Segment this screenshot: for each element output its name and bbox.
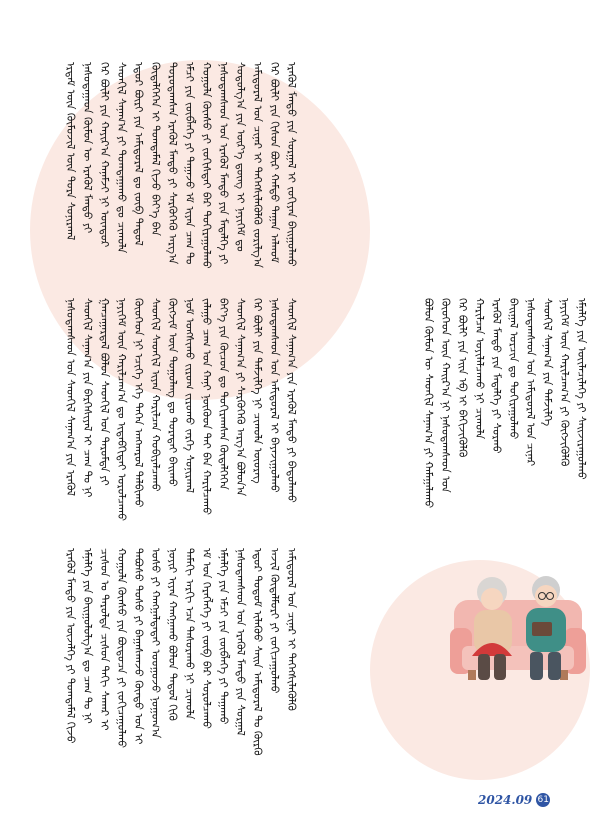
- text-line: ᠡᠷᠡᠭᠦᠯ ᠮᠡᠨᠳᠦ ᠶᠢᠨ ᠦᠵᠡᠯᠭᠡ ᠶᠢ ᠲᠣᠭᠲᠠᠮᠠᠯ ᠬᠢᠵᠦ: [64, 548, 77, 744]
- text-line: ᠡᠷᠡᠭᠦᠯ ᠮᠡᠨᠳᠦ ᠶᠢᠨ ᠮᠡᠳᠡᠯᠭᠡ ᠶᠢ ᠰᠤᠷᠬᠤ: [490, 298, 503, 454]
- text-column-1: [62, 62, 300, 272]
- text-line: ᠰᠡᠳᠬᠢᠯ ᠰᠠᠨᠠᠭ᠎ᠠ ᠶᠢ ᠲᠣᠭᠲᠠᠭᠠᠬᠤ ᠳᠤ ᠴᠢᠬᠤᠯᠠ: [115, 62, 128, 254]
- text-line: ᠨᠠᠰᠤᠳᠠᠭᠰᠠᠳ ᠤᠨ ᠡᠷᠡᠭᠦᠯ ᠮᠡᠨᠳᠦ ᠶᠢᠨ ᠰᠤᠷᠭᠠᠯ: [234, 548, 247, 736]
- text-line: ᠰᠡᠳᠬᠢᠯ ᠰᠠᠨᠠᠭ᠎ᠠ ᠶᠢᠨ ᠳᠡᠮᠵᠢᠯᠭᠡ: [541, 298, 554, 427]
- text-column-3: [62, 548, 300, 760]
- text-line: ᠨᠣᠮ ᠤᠩᠰᠢᠬᠤ ᠵᠢᠷᠤᠭ ᠵᠢᠷᠤᠬᠤ ᠵᠡᠷᠭᠡ ᠰᠣᠨᠢᠷᠬᠠᠯ: [183, 298, 196, 493]
- text-line: ᠡᠳᠦᠷ ᠪᠦᠷᠢ ᠶᠢᠨ ᠠᠮᠢᠳᠤᠷᠠᠯ ᠳᠤ ᠵᠥᠪ ᠳᠠᠳᠤᠯ: [132, 62, 145, 246]
- text-line: ᠬᠥᠳᠡᠯᠭᠡᠭᠡᠨ ᠢ ᠲᠣᠭᠲᠠᠮᠠᠯ ᠬᠢᠵᠦ ᠪᠡᠶ᠎ᠡ ᠪᠡᠨ: [149, 62, 162, 236]
- text-line: ᠡᠷᠳᠡᠮ ᠦᠨ ᠬᠦᠮᠦᠵᠢᠯ ᠦᠨ ᠳᠤᠷᠠ ᠰᠤᠨᠢᠷᠬᠠᠯ: [64, 62, 77, 241]
- text-line: ᠠᠮᠢᠳᠤᠷᠠᠯ ᠤᠨ ᠴᠢᠨᠠᠷ ᠢ ᠳᠡᠭᠡᠭᠰᠢᠯᠡᠭᠦᠯᠬᠦ ᠵᠣᠷᠢᠯᠭ᠎ᠠ: [251, 62, 264, 268]
- text-line: ᠠᠮᠢᠳᠤᠷᠠᠯ ᠤᠨ ᠴᠢᠨᠠᠷ ᠢ ᠳᠡᠭᠡᠭᠰᠢᠯᠡᠭᠦᠯᠬᠦ: [285, 548, 298, 711]
- text-line: ᠡᠮᠨᠡᠯᠭᠡ ᠶᠢᠨ ᠪᠠᠢᠭᠤᠯᠤᠯᠭ᠎ᠠ ᠳᠤ ᠴᠠᠭ ᠲᠤ ᠨᠢ: [81, 548, 94, 724]
- text-line: ᠪᠡᠶ᠎ᠡ ᠶᠢᠨ ᠬᠦᠴᠦᠨ ᠳᠤ ᠲᠣᠬᠢᠷᠠᠭᠰᠠᠨ ᠬᠥᠳᠡᠯᠭᠡᠭᠡᠨ: [217, 298, 230, 490]
- text-line: ᠳᠣᠷᠤᠳᠠᠭᠰᠠᠨ ᠡᠷᠡᠭᠦᠯ ᠮᠡᠨᠳᠦ ᠶᠢ ᠰᠡᠷᠭᠦᠭᠡᠬᠦ ᠠᠷᠭ᠎ᠠ: [166, 62, 179, 265]
- text-line: ᠨᠠᠰᠤᠳᠠᠭᠰᠠᠳ ᠤᠨ ᠰᠡᠳᠬᠢᠯ ᠰᠠᠨᠠᠭ᠎ᠠ ᠶᠢᠨ ᠡᠷᠡᠭᠦᠯ: [64, 298, 77, 497]
- text-column-4: [420, 298, 590, 516]
- text-line: ᠪᠠᠢᠭᠠᠯ ᠣᠷᠴᠢᠨ ᠳᠤ ᠲᠣᠬᠢᠷᠠᠭᠤᠯᠬᠤ: [507, 298, 520, 440]
- page-number-badge: 61: [537, 795, 549, 805]
- text-line: ᠬᠦᠦᠬᠡᠳ ᠨᠢ ᠡᠴᠢᠭᠡ ᠡᠬᠡ ᠳᠡᠭᠡᠨ ᠠᠩᠬᠠᠷᠤᠯ ᠲᠠᠯᠪᠢᠬᠤ: [132, 298, 145, 508]
- text-line: ᠬᠦᠦᠬᠡᠳ ᠦᠨ ᠬᠠᠢᠷ᠎ᠠ ᠨᠢ ᠨᠠᠰᠤᠳᠠᠭᠰᠠᠳ ᠤᠨ: [439, 298, 452, 493]
- elderly-couple-on-sofa-icon: [448, 560, 588, 695]
- text-line: ᠰᠡᠳᠬᠢᠯ ᠰᠠᠨᠠᠭ᠎ᠠ ᠶᠢᠨ ᠪᠡᠷᠬᠡᠰᠢᠶᠡᠯ ᠢ ᠴᠠᠭ ᠲᠤ ᠨᠢ: [81, 298, 94, 498]
- text-line: ᠰᠡᠳᠬᠢᠯ ᠰᠡᠳᠬᠢᠯ ᠢᠶᠡᠨ ᠬᠠᠷᠢᠯᠴᠠᠨ ᠬᠤᠪᠢᠶᠠᠯᠴᠠᠬᠤ: [149, 298, 162, 492]
- text-line: ᠭᠠᠨᠴᠠᠭᠠᠷᠳᠠᠯ ᠪᠣᠯᠤᠨ ᠰᠡᠳᠬᠢᠯ ᠤᠨ ᠳᠠᠷᠤᠮᠲᠠ ᠶᠢ: [98, 298, 111, 486]
- text-line: ᠰᠡᠳᠬᠢᠯ ᠰᠠᠨᠠᠭ᠎ᠠ ᠶᠢ ᠰᠡᠷᠭᠦᠭᠡᠬᠦ ᠠᠷᠭ᠎ᠠ ᠪᠣᠯᠤᠨ᠎ᠠ: [234, 298, 247, 497]
- text-line: ᠨᠡᠶᠢᠭᠡᠮ ᠦᠨ ᠬᠠᠷᠢᠯᠴᠠᠭ᠎ᠠ ᠳᠤ ᠢᠳᠡᠪᠬᠢᠲᠡᠢ ᠣᠷᠣᠯᠴᠠᠬᠤ: [115, 298, 128, 522]
- text-column-2: [62, 298, 300, 522]
- issue-date: 2024.09: [478, 793, 533, 807]
- text-line: ᠬᠥᠭᠵᠢᠮ ᠦᠨ ᠳᠣᠭᠤᠯᠠᠩ ᠳᠤ ᠳᠤᠷᠠᠲᠠᠢ ᠪᠠᠢᠬᠤ: [166, 298, 179, 487]
- text-line: ᠤᠰᠤ ᠶᠢ ᠬᠠᠩᠭᠠᠯᠲᠠᠲᠠᠢ ᠤᠤᠭᠤᠵᠤ ᠨᠣᠭᠣᠭ᠎ᠠ: [149, 548, 162, 739]
- text-line: ᠨᠠᠰᠤᠳᠠᠭᠰᠠᠳ ᠤᠨ ᠠᠮᠢᠳᠤᠷᠠᠯ ᠤᠨ ᠴᠢᠨᠠᠷ: [524, 298, 537, 467]
- text-line: ᠬᠣᠭᠣᠯᠠ ᠬᠦᠨᠰᠦ ᠶᠢ ᠵᠣᠬᠢᠰᠲᠠᠢ ᠪᠡᠷ ᠲᠣᠬᠢᠷᠠᠭᠤᠯᠬᠤ: [200, 62, 213, 269]
- text-line: ᠡᠮᠴᠢ ᠶᠢᠨ ᠵᠥᠪᠯᠡᠭᠡ ᠶᠢ ᠳᠠᠭᠠᠵᠤ ᠡᠮ ᠢᠶᠡᠨ ᠴᠠᠭ ᠲᠤ: [183, 62, 196, 265]
- text-line: ᠡᠳᠦᠷ ᠲᠤᠲᠤᠮ ᠢᠯᠡᠭᠦᠦ ᠰᠠᠢᠨ ᠠᠮᠢᠳᠤᠷᠠᠯ ᠲᠤ ᠬᠦᠷᠬᠦ: [251, 548, 264, 756]
- text-line: ᠬᠣᠭᠣᠯᠠ ᠬᠦᠨᠰᠦ ᠶᠢᠨ ᠪᠦᠲᠦᠴᠡ ᠶᠢ ᠵᠣᠬᠢᠴᠠᠭᠤᠯᠬᠤ: [115, 548, 128, 748]
- text-line: ᠵᠠᠯᠠᠭᠤ ᠴᠠᠭ ᠤᠨ ᠬᠠᠨᠢ ᠨᠥᠬᠦᠳ ᠲᠡᠢ ᠪᠠᠨ ᠬᠠᠷᠢᠯᠴᠠᠬᠤ: [200, 298, 213, 515]
- text-line: ᠨᠠᠰᠤᠳᠠᠭᠠᠳ ᠬᠦᠮᠦᠨ ᠦ ᠡᠷᠡᠭᠦᠯ ᠮᠡᠨᠳᠦ ᠶᠢ: [81, 62, 94, 234]
- text-line: ᠨᠠᠰᠤᠳᠠᠭᠰᠠᠳ ᠤᠨ ᠡᠷᠡᠭᠦᠯ ᠮᠡᠨᠳᠦ ᠶᠢᠨ ᠮᠡᠳᠡᠯᠭᠡ ᠶᠢ: [217, 62, 230, 265]
- text-line: ᠨᠣᠶᠢᠷ ᠢᠶᠠᠨ ᠬᠠᠩᠭᠠᠬᠤ ᠪᠣᠯᠤᠨ ᠳᠠᠳᠤᠯ ᠬᠢᠬᠦ: [166, 548, 179, 721]
- page-footer: [478, 793, 550, 807]
- text-line: ᠲᠠᠮᠠᠬᠢ ᠠᠷᠬᠢ ᠡᠴᠡ ᠲᠠᠰᠤᠷᠠᠬᠤ ᠨᠢ ᠴᠢᠬᠤᠯᠠ: [183, 548, 196, 720]
- text-line: ᠡᠮ ᠤᠨ ᠬᠡᠷᠡᠭᠯᠡᠭᠡ ᠶᠢ ᠵᠥᠪ ᠪᠡᠷ ᠰᠤᠷᠤᠯᠴᠠᠬᠤ: [200, 548, 213, 729]
- text-line: ᠭᠡᠷ ᠪᠦᠯᠢ ᠶᠢᠨ ᠳᠡᠮᠵᠢᠯᠭᠡ ᠨᠢ ᠴᠢᠬᠤᠯᠠ ᠦᠦᠷᠡᠭ: [251, 298, 264, 484]
- text-line: ᠡᠮᠨᠡᠯᠭᠡ ᠶᠢᠨ ᠡᠮᠴᠢ ᠶᠢᠨ ᠵᠥᠪᠯᠡᠭᠡ ᠶᠢ ᠳᠠᠭᠠᠬᠤ: [217, 548, 230, 725]
- text-line: ᠴᠢᠰᠤᠨ ᠤ ᠳᠠᠷᠤᠯᠲᠠ ᠴᠢᠰᠤᠨ ᠳᠡᠬᠢ ᠰᠠᠬᠠᠷ ᠢ: [98, 548, 111, 731]
- text-line: ᠬᠠᠷᠢᠯᠴᠠᠨ ᠣᠶᠢᠯᠠᠯᠴᠠᠬᠤ ᠨᠢ ᠴᠢᠬᠤᠯᠠ: [473, 298, 486, 440]
- text-line: ᠨᠡᠶᠢᠭᠡᠮ ᠦᠨ ᠬᠠᠷᠢᠯᠴᠠᠭ᠎ᠠ ᠶᠢ ᠬᠥᠭᠵᠢᠭᠦᠯᠬᠦ: [558, 298, 571, 467]
- text-line: ᠠᠵᠢᠯ ᠬᠥᠳᠡᠯᠮᠦᠷᠢ ᠶᠢ ᠵᠣᠬᠢᠴᠠᠭᠤᠯᠬᠤ: [268, 548, 281, 694]
- text-line: ᠰᠡᠳᠬᠢᠯ ᠰᠠᠨᠠᠭ᠎ᠠ ᠶᠢᠨ ᠡᠷᠡᠭᠦᠯ ᠮᠡᠨᠳᠦ ᠶᠢ ᠪᠠᠲᠤᠯᠠᠬᠤ: [285, 298, 298, 503]
- text-line: ᠭᠡᠷ ᠪᠦᠯᠢ ᠶᠢᠨ ᠬᠠᠶᠢᠷ᠎ᠠ ᠬᠠᠨᠠᠮᠵᠢ ᠨᠢ ᠥᠨᠳᠥᠷ: [98, 62, 111, 248]
- text-line: ᠳᠠᠪᠤᠰᠤ ᠲᠣᠰᠤ ᠶᠢ ᠪᠠᠭᠠᠰᠬᠠᠵᠤ ᠬᠦᠨᠳᠦ ᠡᠳ ᠢ: [132, 548, 145, 745]
- text-line: ᠡᠮᠨᠡᠯᠭᠡ ᠶᠢᠨ ᠦᠢᠯᠡᠴᠢᠯᠡᠭᠡ ᠶᠢ ᠰᠠᠢᠵᠢᠷᠠᠭᠤᠯᠬᠤ: [575, 298, 588, 480]
- text-line: ᠭᠡᠷ ᠪᠦᠯᠢ ᠶᠢᠨ ᠭᠢᠰᠦᠨ ᠪᠦᠷ ᠬᠠᠮᠲᠤ ᠳᠠᠭᠠᠨ ᠠᠯᠬᠤᠮ: [268, 62, 281, 264]
- text-line: ᠪᠣᠯᠤᠨ ᠬᠦᠮᠦᠨ ᠦ ᠰᠡᠳᠬᠢᠯ ᠰᠠᠨᠠᠭ᠎ᠠ ᠶᠢ ᠬᠠᠮᠠᠭᠠᠯᠠᠬᠤ: [422, 298, 435, 509]
- text-line: ᠡᠷᠡᠭᠦᠯ ᠮᠡᠨᠳᠦ ᠶᠢᠨ ᠰᠤᠷᠭᠠᠯ ᠢ ᠵᠣᠬᠢᠶᠠᠨ ᠪᠠᠢᠭᠤᠯᠬᠤ: [285, 62, 298, 267]
- text-line: ᠰᠤᠳᠤᠯᠭ᠎ᠠ ᠶᠢᠨ ᠦᠷ᠎ᠡ ᠳ᠋ᠦᠩ ᠢ ᠨᠡᠶᠢᠭᠡᠮ ᠳᠤ: [234, 62, 247, 252]
- text-line: ᠨᠠᠰᠤᠳᠠᠭᠰᠠᠳ ᠤᠨ ᠠᠮᠢᠳᠤᠷᠠᠯ ᠢ ᠪᠠᠶᠠᠵᠢᠭᠤᠯᠬᠤ: [268, 298, 281, 493]
- text-line: ᠭᠡᠷ ᠪᠦᠯᠢ ᠶᠢᠨ ᠡᠢᠨ ᠡᠪ ᠢ ᠪᠡᠬᠢᠵᠢᠭᠦᠯᠬᠦ: [456, 298, 469, 458]
